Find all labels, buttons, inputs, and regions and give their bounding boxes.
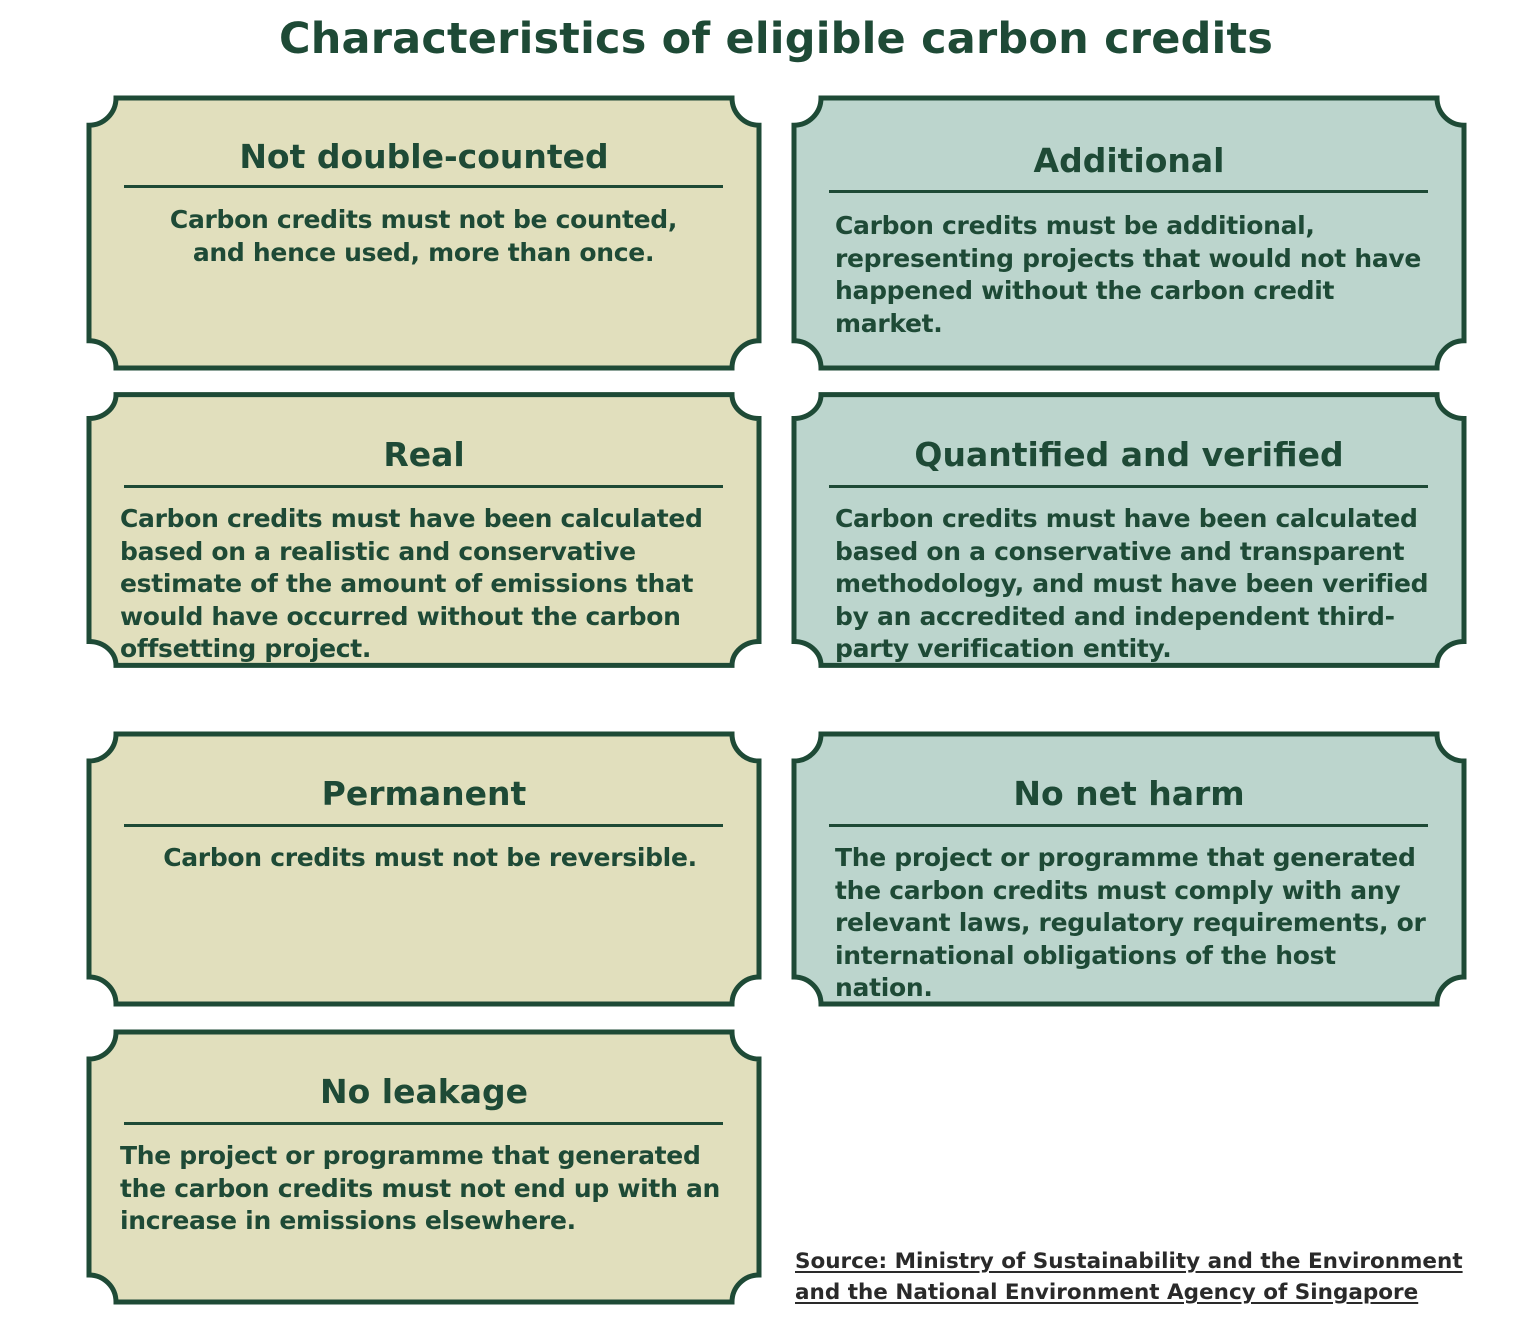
- card-permanent: [86, 731, 762, 1007]
- card-title: Real: [383, 435, 465, 474]
- card-title: Quantified and verified: [914, 435, 1344, 474]
- card-not-double-counted: [86, 95, 762, 369]
- card-description: Carbon credits must not be reversible.: [163, 843, 697, 872]
- card-additional: [791, 95, 1467, 369]
- card-description: Carbon credits must have been calculated based on a conservative and transparent methodology, and must have been verified by an accredited and independent third-party verification entity.: [835, 504, 1429, 663]
- card-title: Not double-counted: [239, 137, 609, 176]
- card-description: The project or programme that generated the carbon credits must comply with any relevant laws, regulatory requirements, or international obligations of the host nation.: [835, 843, 1426, 1002]
- source-link[interactable]: Source: Ministry of Sustainability and the Environment and the National Environment Agency of Singapore: [795, 1249, 1463, 1305]
- card-quantified-and-verified: [791, 392, 1467, 704]
- card-title: No leakage: [320, 1072, 528, 1111]
- card-description: The project or programme that generated the carbon credits must not end up with an increase in emissions elsewhere.: [120, 1141, 721, 1235]
- card-title: No net harm: [1013, 774, 1245, 813]
- card-description: Carbon credits must be additional, representing projects that would not have happened without the carbon credit market.: [835, 211, 1422, 338]
- card-divider: [124, 185, 723, 188]
- page-title: Characteristics of eligible carbon credits: [278, 14, 1274, 64]
- card-divider: [829, 190, 1428, 193]
- card-description: Carbon credits must not be counted, and hence used, more than once.: [169, 205, 678, 267]
- card-title: Additional: [1033, 141, 1225, 180]
- card-divider: [124, 824, 723, 827]
- card-divider: [829, 485, 1428, 488]
- card-divider: [124, 1122, 723, 1125]
- card-title: Permanent: [321, 774, 527, 813]
- card-divider: [124, 485, 723, 488]
- card-description: Carbon credits must have been calculated based on a realistic and conservative estimate of the amount of emissions that would have occurred without the carbon offsetting project.: [120, 504, 703, 663]
- card-no-net-harm: [791, 731, 1467, 1007]
- card-no-leakage: [86, 1029, 762, 1305]
- card-divider: [829, 824, 1428, 827]
- card-real: [86, 392, 762, 704]
